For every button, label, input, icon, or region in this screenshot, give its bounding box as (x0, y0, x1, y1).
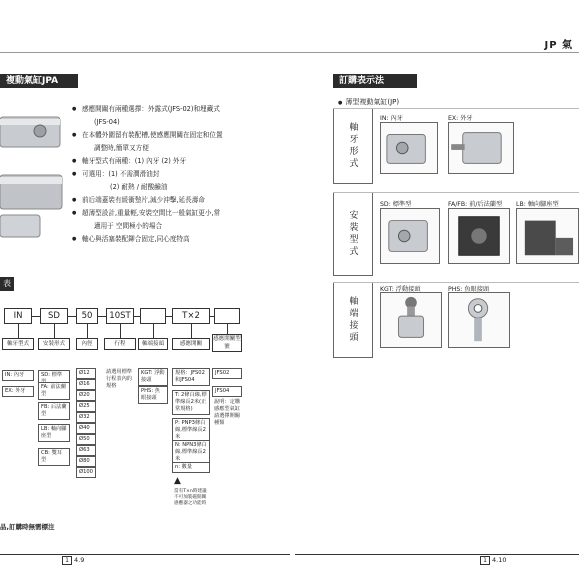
option-sensor: T: 2條白線,標準線長2米(正常規格) (172, 390, 210, 415)
option-joint: KGT: 浮動接頭 (138, 368, 168, 386)
category-stroke: 行程 (104, 338, 136, 350)
page-number-text: 4.9 (74, 556, 85, 564)
external-thread-photo (448, 122, 514, 174)
code-section-label: 表 (0, 277, 14, 291)
item-label: IN: 內牙 (380, 115, 403, 122)
option-bore: Ø32 (76, 412, 96, 423)
feature-item: ● 軸心與活塞裝配鉚合固定,同心度特高 (72, 233, 254, 246)
feature-item: ● 感應開關有兩種選擇：外露式(JFS-02)和埋藏式 (72, 103, 254, 116)
option-bore: Ø40 (76, 423, 96, 434)
item-label: SD: 標準型 (380, 201, 412, 208)
feature-item: 適用于 空間極小的場合 (94, 222, 163, 230)
option-thread: EX: 外牙 (2, 386, 34, 397)
option-sensor: n: 數量 (172, 462, 210, 473)
category-bore: 內徑 (76, 338, 98, 350)
right-subtitle: ● 薄型複動氣缸(JP) (338, 97, 399, 107)
code-segment: T×2 (172, 308, 210, 324)
footer-rule (0, 554, 290, 555)
page-number-text: 4.10 (492, 556, 507, 564)
feature-item: ● 超薄型設計,重量輕,安裝空間比一般氣缸更小,常 (72, 207, 254, 220)
option-sensor-model: JFS04 (212, 386, 242, 397)
option-bore: Ø80 (76, 456, 96, 467)
option-mount: FA: 前法蘭型 (38, 382, 70, 400)
row-head-mount: 安裝型式 (333, 192, 373, 276)
category-mount: 安裝形式 (38, 338, 70, 350)
item-label: FA/FB: 前/后法蘭型 (448, 201, 503, 208)
page-box: 1 (480, 556, 490, 565)
feature-item: ● 在本體外圍留有裝配槽,使感應開關在固定和位置 (72, 129, 254, 142)
option-sensor: N: NPN3條白線,標準線長2米 (172, 440, 210, 465)
option-sensor: P: PNP3條白線,標準線長2米 (172, 418, 210, 443)
code-segment: 10ST (106, 308, 134, 324)
feature-item: ● 軸牙型式有兩種：(1) 內牙 (2) 外牙 (72, 155, 254, 168)
option-bore: Ø12 (76, 368, 96, 379)
standard-mount-photo (380, 208, 440, 264)
category-sensor: 感應開關 (172, 338, 210, 350)
page-number (62, 556, 84, 565)
page-box: 1 (62, 556, 72, 565)
row-head-thread: 軸牙形式 (333, 108, 373, 184)
option-sensor-note: 當有T×n時建議不可加裝磁開關感應器之功能時 (172, 488, 210, 508)
foot-mount-photo (516, 208, 579, 264)
option-bore: Ø50 (76, 434, 96, 445)
connector-line (87, 324, 88, 338)
header-divider (0, 52, 579, 53)
option-bore: Ø100 (76, 467, 96, 478)
option-thread: IN: 內牙 (2, 370, 34, 381)
code-dash (68, 316, 76, 317)
internal-thread-photo (380, 122, 438, 174)
option-sensor-model-note: 說明：定購感應型氣缸請選擇開關種類 (212, 398, 242, 428)
feature-item: ● 可選用：(1) 不需潤滑油封 (72, 168, 254, 181)
option-mount: FB: 后法蘭型 (38, 402, 70, 420)
code-segment (214, 308, 240, 324)
flange-mount-photo (448, 208, 510, 264)
feature-list (72, 103, 254, 246)
category-joint: 軸端接頭 (138, 338, 168, 350)
left-section-title: 複動氣缸JPA (0, 74, 78, 88)
option-bore: Ø20 (76, 390, 96, 401)
feature-item: 調整時,簡單又方便 (94, 144, 149, 152)
option-mount: LB: 軸向腳座型 (38, 424, 70, 442)
warning-icon: ▲ (174, 476, 181, 486)
category-sensor-model: 感應開關型號 (213, 336, 241, 350)
connector-line (191, 324, 192, 338)
option-bore: Ø63 (76, 445, 96, 456)
rod-eye-photo (448, 292, 510, 348)
row-divider (333, 282, 579, 283)
option-sensor: 規格：JFS02和JFS04 (172, 368, 210, 386)
header-title: JP 氣 (544, 40, 573, 51)
feature-item: (JFS-04) (94, 118, 120, 126)
feature-item: ● 前后端蓋裝有緩衝墊片,減少沖擊,延長壽命 (72, 194, 254, 207)
category-thread: 軸牙型式 (2, 338, 34, 350)
code-segment: 50 (76, 308, 98, 324)
floating-joint-photo (380, 292, 442, 348)
item-label: EX: 外牙 (448, 115, 473, 122)
code-segment (140, 308, 166, 324)
code-dash (98, 316, 106, 317)
row-divider (333, 108, 579, 109)
connector-line (153, 324, 154, 338)
option-bore: Ø16 (76, 379, 96, 390)
item-label: KGT: 浮動接頭 (380, 286, 421, 293)
option-sensor-model: JFS02 (212, 368, 242, 379)
connector-line (120, 324, 121, 338)
code-segment: SD (40, 308, 68, 324)
footer-rule (295, 554, 579, 555)
footer-note: 品,訂購時無需標注 (0, 523, 55, 531)
bore-list (76, 368, 96, 478)
cylinder-photo (0, 105, 66, 245)
item-label: LB: 軸向腳座型 (516, 201, 559, 208)
code-segment: IN (4, 308, 32, 324)
feature-item: (2) 耐熱 / 耐酸鹼油 (110, 183, 168, 191)
code-dash (32, 316, 40, 317)
page-number (480, 556, 506, 565)
option-bore: Ø25 (76, 401, 96, 412)
option-joint: PHS: 魚眼接頭 (138, 386, 168, 404)
option-mount: CB: 雙耳型 (38, 448, 70, 466)
right-section-title: 訂購表示法 (333, 74, 417, 88)
row-head-joint: 軸端接頭 (333, 282, 373, 358)
connector-line (54, 324, 55, 338)
option-mount: SD: 標準 (38, 370, 70, 388)
row-divider (333, 192, 579, 193)
connector-line (18, 324, 19, 338)
option-stroke: 請選用標準行程表內的規格 (104, 368, 136, 391)
item-label: PHS: 魚眼接頭 (448, 286, 490, 293)
